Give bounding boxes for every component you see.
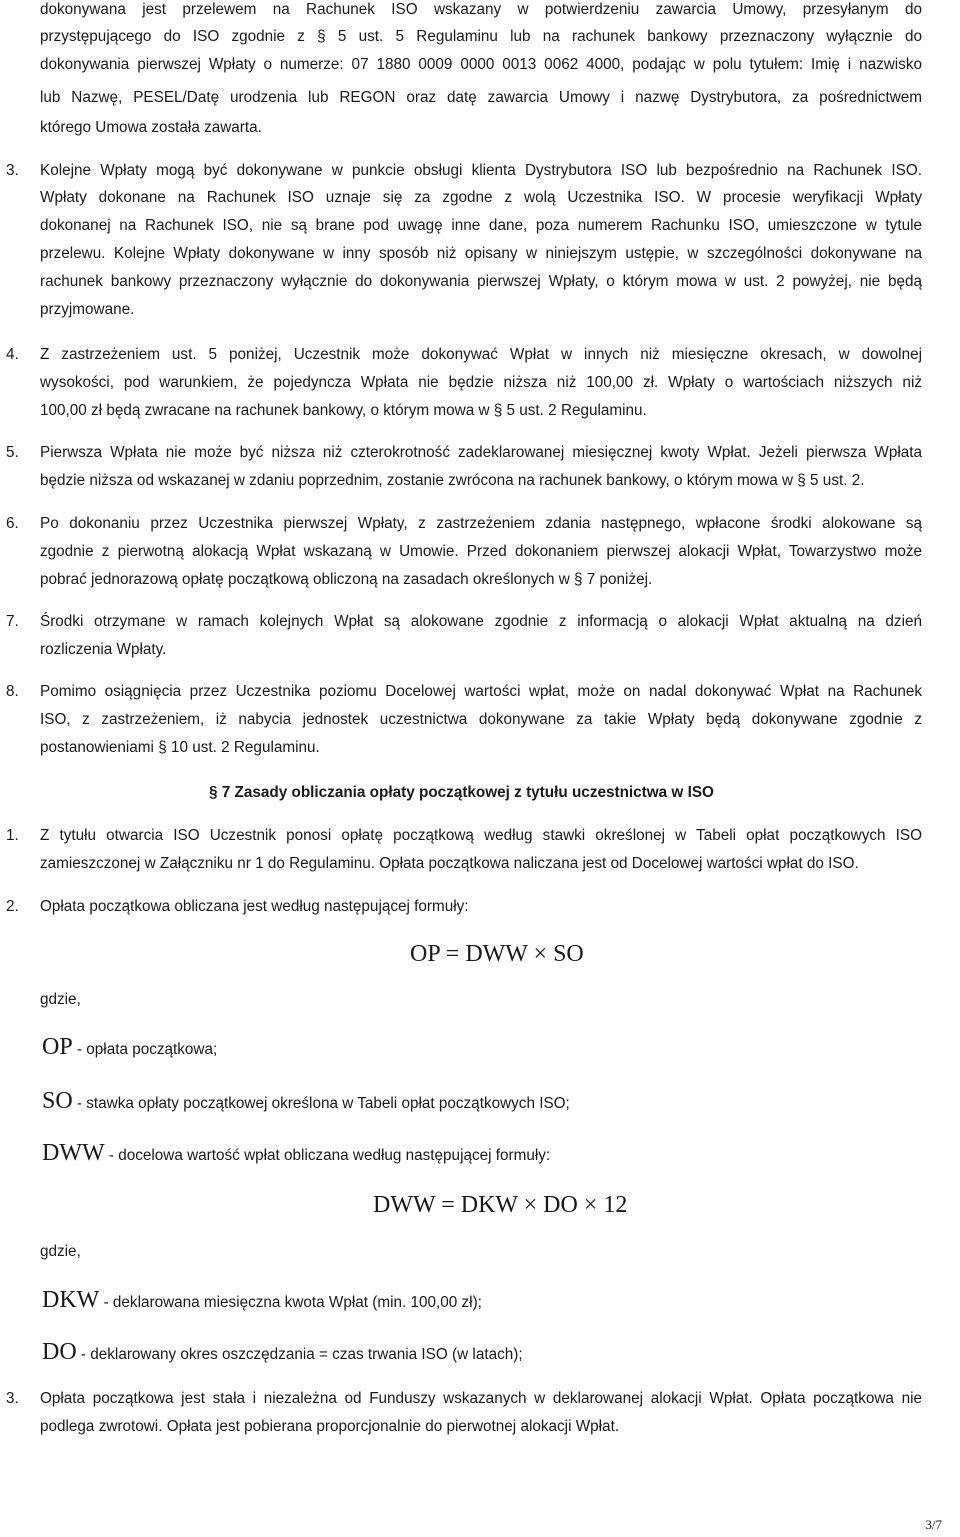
item-number: 6. xyxy=(6,515,19,532)
section-heading: § 7 Zasady obliczania opłaty początkowej z tytułu uczestnictwa w ISO xyxy=(209,784,714,801)
item-number: 7. xyxy=(6,613,19,630)
text-line: będzie niższa od wskazanej w zdaniu poprzednim, zostanie zwrócona na rachunek bankowy, o którym mowa w § 5 ust. 2. xyxy=(40,472,865,489)
item-number: 3. xyxy=(6,1390,19,1407)
definition-text: - opłata początkowa; xyxy=(72,1041,218,1058)
text-line: Z tytułu otwarcia ISO Uczestnik ponosi opłatę początkową według stawki określonej w Tabeli opłat początkowych ISO xyxy=(40,827,922,844)
text-line: postanowieniami § 10 ust. 2 Regulaminu. xyxy=(40,739,320,756)
text-line: dokonanej na Rachunek ISO, nie są brane pod uwagę inne dane, poza numerem Rachunku ISO, umieszczone w tytule xyxy=(40,217,922,234)
definition-text: - deklarowana miesięczna kwota Wpłat (min. 100,00 zł); xyxy=(99,1294,482,1311)
text-line: dokonywania pierwszej Wpłaty o numerze: 07 1880 0009 0000 0013 0062 4000, podając w polu tytułem: Imię i nazwisko xyxy=(40,56,922,73)
text-line: zamieszczonej w Załączniku nr 1 do Regulaminu. Opłata początkowa naliczana jest od Docelowej wartości wpłat do ISO. xyxy=(40,855,859,872)
text-line: którego Umowa została zawarta. xyxy=(40,119,262,136)
symbol: DWW xyxy=(42,1140,105,1166)
definition-text: - stawka opłaty początkowej określona w Tabeli opłat początkowych ISO; xyxy=(72,1095,570,1112)
item-number: 1. xyxy=(6,827,19,844)
item-number: 5. xyxy=(6,444,19,461)
item-number: 4. xyxy=(6,346,19,363)
definition-so xyxy=(42,1087,570,1118)
formula-op: OP = DWW × SO xyxy=(410,941,584,967)
text-line: Z zastrzeżeniem ust. 5 poniżej, Uczestnik może dokonywać Wpłat w innych niż miesięczne okresach, w dowolnej xyxy=(40,346,922,363)
text-line: lub Nazwę, PESEL/Datę urodzenia lub REGON oraz datę zawarcia Umowy i nazwę Dystrybutora, za pośrednictwem xyxy=(40,89,922,106)
text-line: Opłata początkowa obliczana jest według następującej formuły: xyxy=(40,898,469,915)
symbol: SO xyxy=(42,1088,73,1114)
text-line: rachunek bankowy przeznaczony wyłącznie do dokonywania pierwszej Wpłaty, o którym mowa w ust. 2 powyżej, nie będą xyxy=(40,273,922,290)
text-line: Po dokonaniu przez Uczestnika pierwszej Wpłaty, z zastrzeżeniem zdania następnego, wpłacone środki alokowane są xyxy=(40,515,922,532)
text-line: przystępującego do ISO zgodnie z § 5 ust. 5 Regulaminu lub na rachunek bankowy przeznaczony wyłącznie do xyxy=(40,28,922,45)
item-number: 8. xyxy=(6,683,19,700)
text-line: przelewu. Kolejne Wpłaty dokonywane w inny sposób niż opisany w niniejszym ustępie, w szczególności dokonywane na xyxy=(40,245,922,262)
text-line: zgodnie z pierwotną alokacją Wpłat wskazaną w Umowie. Przed dokonaniem pierwszej alokacji Wpłat, Towarzystwo może xyxy=(40,543,922,560)
text-line: Pomimo osiągnięcia przez Uczestnika poziomu Docelowej wartości wpłat, może on nadal dokonywać Wpłat na Rachunek xyxy=(40,683,922,700)
item-number: 3. xyxy=(6,162,19,179)
text-line: Opłata początkowa jest stała i niezależna od Funduszy wskazanych w deklarowanej alokacji Wpłat. Opłata początkowa nie xyxy=(40,1390,922,1407)
formula-dww: DWW = DKW × DO × 12 xyxy=(373,1192,628,1218)
item-number: 2. xyxy=(6,898,19,915)
definition-op xyxy=(42,1033,217,1064)
definition-text: - docelowa wartość wpłat obliczana według następującej formuły: xyxy=(104,1147,551,1164)
text-line: ISO, z zastrzeżeniem, iż nabycia jednostek uczestnictwa dokonywane za takie Wpłaty będą dokonywane zgodnie z xyxy=(40,711,922,728)
text-line: Pierwsza Wpłata nie może być niższa niż czterokrotność zadeklarowanej miesięcznej kwoty Wpłat. Jeżeli pierwsza Wpłata xyxy=(40,444,922,461)
text-line: rozliczenia Wpłaty. xyxy=(40,641,167,658)
symbol: DKW xyxy=(42,1287,100,1313)
page-number: 3/7 xyxy=(925,1517,942,1532)
definition-dkw xyxy=(42,1286,482,1317)
definition-text: - deklarowany okres oszczędzania = czas trwania ISO (w latach); xyxy=(76,1346,523,1363)
definition-do xyxy=(42,1338,523,1369)
text-line: Kolejne Wpłaty mogą być dokonywane w punkcie obsługi klienta Dystrybutora ISO lub bezpośrednio na Rachunek ISO. xyxy=(40,162,922,179)
text-line: wysokości, pod warunkiem, że pojedyncza Wpłata nie będzie niższa niż 100,00 zł. Wpłaty o wartościach niższych niż xyxy=(40,374,922,391)
text-line: Środki otrzymane w ramach kolejnych Wpłat są alokowane zgodnie z informacją o alokacji Wpłat aktualną na dzień xyxy=(40,613,922,630)
text-line: pobrać jednorazową opłatę początkową obliczoną na zasadach określonych w § 7 poniżej. xyxy=(40,571,653,588)
where-label: gdzie, xyxy=(40,991,81,1008)
symbol: OP xyxy=(42,1034,73,1060)
text-line: dokonywana jest przelewem na Rachunek ISO wskazany w potwierdzeniu zawarcia Umowy, przesyłanym do xyxy=(40,1,922,18)
definition-dww xyxy=(42,1139,550,1170)
text-line: 100,00 zł będą zwracane na rachunek bankowy, o którym mowa w § 5 ust. 2 Regulaminu. xyxy=(40,402,647,419)
symbol: DO xyxy=(42,1339,77,1365)
text-line: przyjmowane. xyxy=(40,301,135,318)
text-line: Wpłaty dokonane na Rachunek ISO uznaje się za zgodne z wolą Uczestnika ISO. W procesie weryfikacji Wpłaty xyxy=(40,189,922,206)
text-line: podlega zwrotowi. Opłata jest pobierana proporcjonalnie do pierwotnej alokacji Wpłat. xyxy=(40,1418,620,1435)
where-label: gdzie, xyxy=(40,1243,81,1260)
